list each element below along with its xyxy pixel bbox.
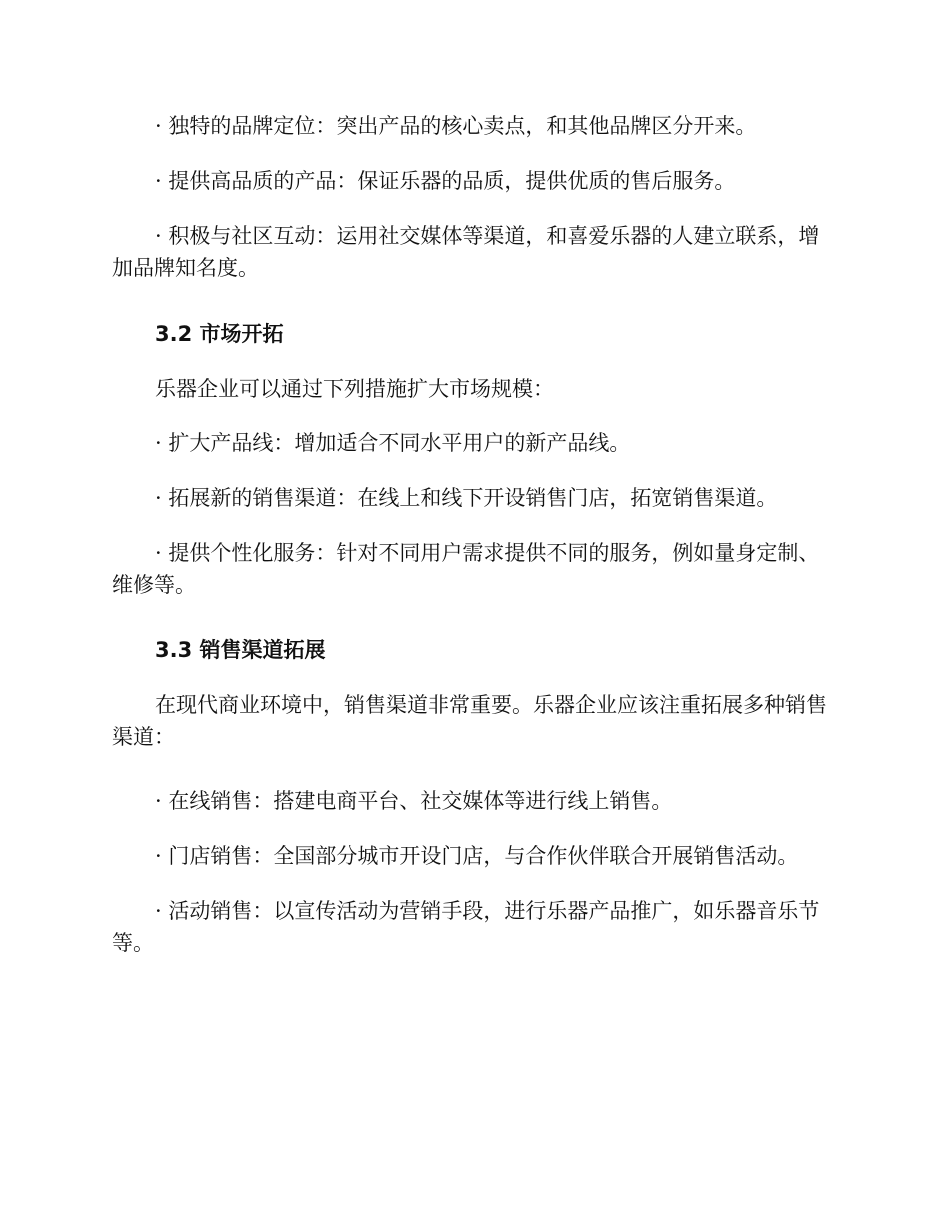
list-item-store-sales: · 门店销售：全国部分城市开设门店，与合作伙伴联合开展销售活动。	[155, 844, 799, 868]
list-item-online-sales: · 在线销售：搭建电商平台、社交媒体等进行线上销售。	[155, 789, 673, 813]
list-item-new-channels: · 拓展新的销售渠道：在线上和线下开设销售门店，拓宽销售渠道。	[155, 486, 778, 510]
paragraph-brand-positioning: · 独特的品牌定位：突出产品的核心卖点，和其他品牌区分开来。	[155, 114, 757, 138]
list-item-personalized-service: · 提供个性化服务：针对不同用户需求提供不同的服务，例如量身定制、维修等。	[112, 541, 820, 597]
paragraph-community: · 积极与社区互动：运用社交媒体等渠道，和喜爱乐器的人建立联系，增加品牌知名度。	[112, 224, 820, 280]
section-heading-3-2: 3.2 市场开拓	[155, 322, 284, 346]
paragraph-3-3-intro: 在现代商业环境中，销售渠道非常重要。乐器企业应该注重拓展多种销售渠道：	[112, 693, 827, 749]
list-item-event-sales: · 活动销售：以宣传活动为营销手段，进行乐器产品推广，如乐器音乐节等。	[112, 899, 820, 955]
paragraph-3-2-intro: 乐器企业可以通过下列措施扩大市场规模：	[155, 377, 554, 401]
paragraph-high-quality: · 提供高品质的产品：保证乐器的品质，提供优质的售后服务。	[155, 169, 736, 193]
list-item-expand-product-line: · 扩大产品线：增加适合不同水平用户的新产品线。	[155, 431, 631, 455]
section-heading-3-3: 3.3 销售渠道拓展	[155, 638, 326, 662]
